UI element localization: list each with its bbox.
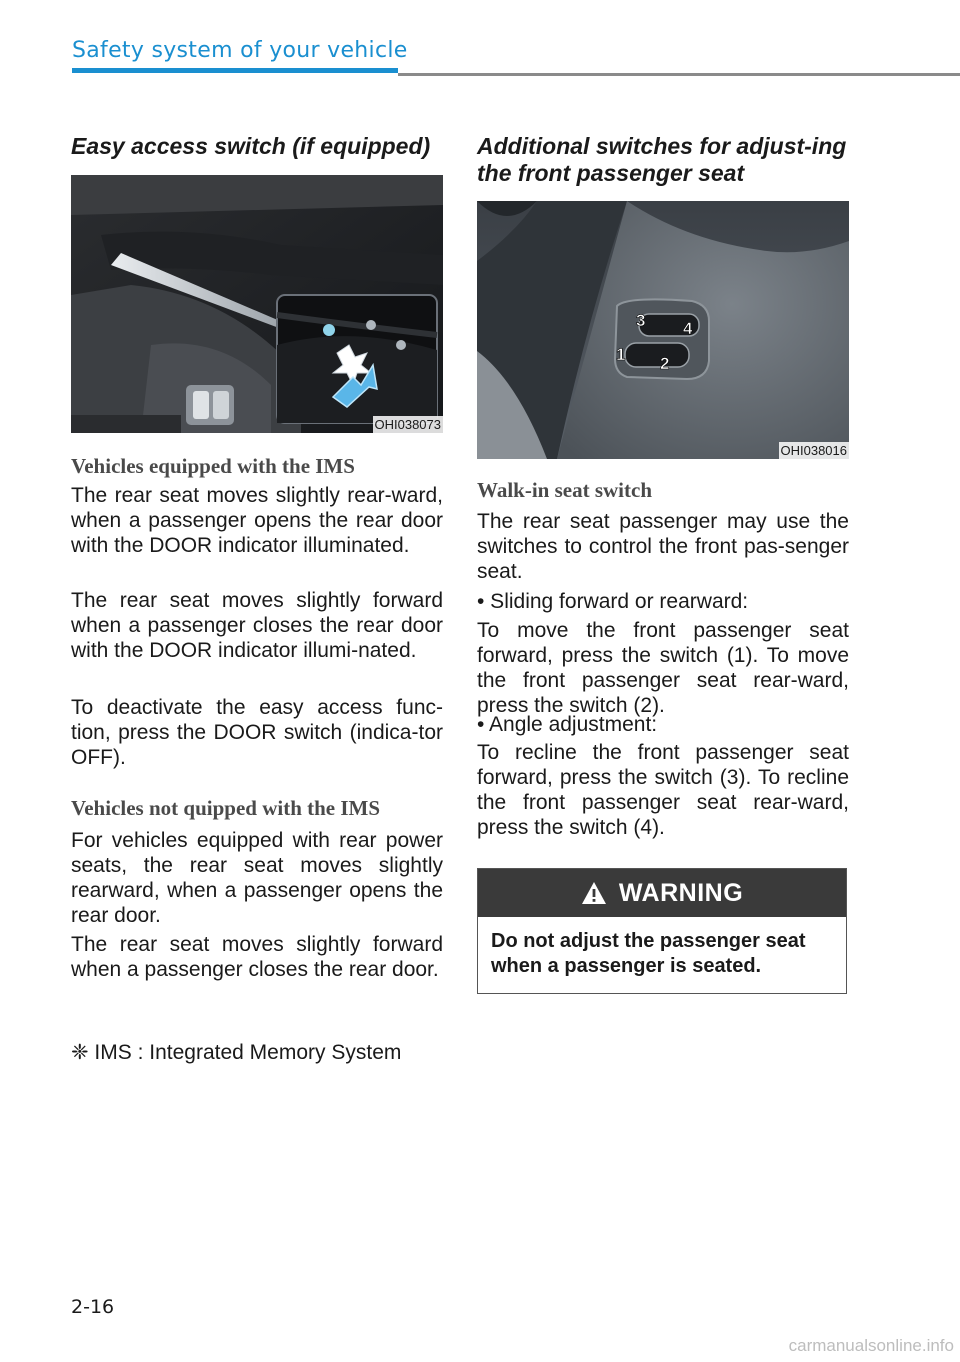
warning-text: Do not adjust the passenger seat when a passenger is seated. xyxy=(491,930,806,977)
warning-label: WARNING xyxy=(618,878,744,907)
watermark-text: carmanualsonline.info xyxy=(788,1336,954,1355)
door-panel-illustration xyxy=(71,175,443,433)
seat-switch-illustration xyxy=(477,201,849,459)
left-paragraph-4: For vehicles equipped with rear power seats, the rear seat moves slightly rearward, when a passenger opens the rear door. xyxy=(71,829,443,927)
right-paragraph-1: The rear seat passenger may use the switches to control the front pas-senger seat. xyxy=(477,510,849,583)
right-paragraph-2: To move the front passenger seat forward, press the switch (1). To move the front passenger seat rear-ward, press the switch (2). xyxy=(477,619,849,717)
warning-header xyxy=(478,869,846,917)
switch-label-4: 4 xyxy=(683,319,693,338)
header-bar-rule xyxy=(398,73,960,76)
left-subheading-no-ims: Vehicles not quipped with the IMS xyxy=(71,796,381,820)
switch-label-2: 2 xyxy=(660,354,670,373)
left-paragraph-5: The rear seat moves slightly forward when a passenger closes the rear door. xyxy=(71,933,443,981)
left-section-title: Easy access switch (if equipped) xyxy=(71,133,431,159)
page-number: 2-16 xyxy=(71,1296,115,1318)
left-paragraph-1: The rear seat moves slightly rear-ward, when a passenger opens the rear door with the DOOR indicator illuminated. xyxy=(71,484,443,557)
right-bullet-angle: • Angle adjustment: xyxy=(477,713,658,736)
figure-code-left: OHI038073 xyxy=(374,417,441,432)
right-section-title: Additional switches for adjust-ing the front passenger seat xyxy=(477,133,847,186)
figure-code-right: OHI038016 xyxy=(780,443,847,458)
left-subheading-ims: Vehicles equipped with the IMS xyxy=(71,454,355,478)
section-header-title: Safety system of your vehicle xyxy=(72,38,408,63)
passenger-seat-figure xyxy=(477,201,849,459)
right-bullet-sliding: • Sliding forward or rearward: xyxy=(477,590,749,613)
left-paragraph-3: To deactivate the easy access func-tion, press the DOOR switch (indica-tor OFF). xyxy=(71,696,443,769)
easy-access-figure xyxy=(71,175,443,433)
right-subheading-walk-in: Walk-in seat switch xyxy=(477,478,653,502)
right-paragraph-3: To recline the front passenger seat forward, press the switch (3). To recline the front passenger seat rear-ward, press the switch (4). xyxy=(477,741,849,839)
switch-label-3: 3 xyxy=(636,311,646,330)
switch-label-1: 1 xyxy=(616,345,626,364)
header-bar-accent xyxy=(72,68,398,73)
left-paragraph-2: The rear seat moves slightly forward when a passenger closes the rear door with the DOOR indicator illumi-nated. xyxy=(71,589,443,662)
warning-triangle-icon xyxy=(581,881,607,905)
footnote-ims: ❈ IMS : Integrated Memory System xyxy=(71,1041,402,1064)
warning-box xyxy=(477,868,847,994)
